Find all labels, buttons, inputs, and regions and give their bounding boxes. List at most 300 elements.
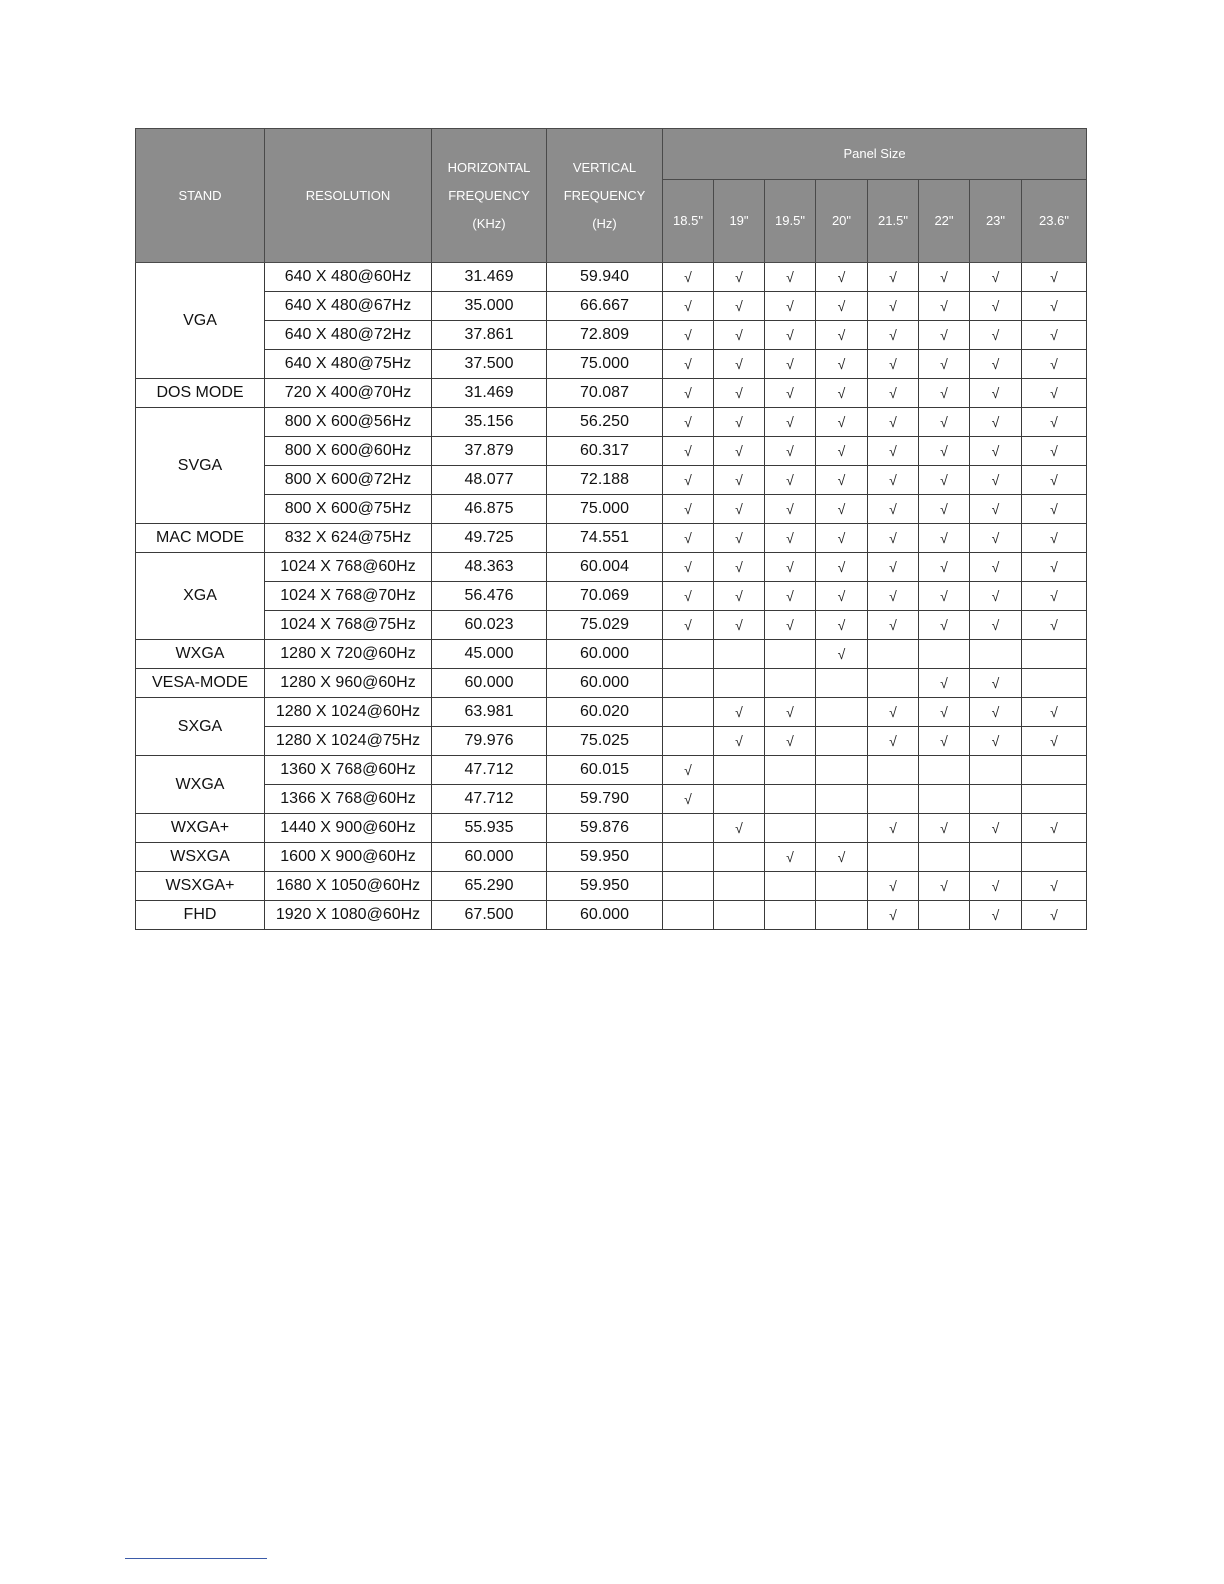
panel-support-cell (919, 756, 970, 785)
horizontal-frequency-cell: 31.469 (432, 263, 547, 292)
panel-support-cell (816, 524, 868, 553)
panel-support-cell (1022, 350, 1087, 379)
horizontal-frequency-cell: 35.000 (432, 292, 547, 321)
vertical-frequency-cell: 66.667 (547, 292, 663, 321)
vertical-frequency-cell: 59.940 (547, 263, 663, 292)
panel-support-cell (714, 640, 765, 669)
resolution-cell: 640 X 480@75Hz (265, 350, 432, 379)
check-mark-icon: √ (735, 443, 743, 459)
panel-support-cell (663, 785, 714, 814)
horizontal-frequency-cell: 37.879 (432, 437, 547, 466)
check-mark-icon: √ (786, 501, 794, 517)
check-mark-icon: √ (837, 559, 846, 575)
check-mark-icon: √ (940, 820, 948, 836)
vertical-frequency-cell: 74.551 (547, 524, 663, 553)
check-mark-icon: √ (684, 617, 692, 633)
panel-support-cell (765, 350, 816, 379)
panel-support-cell (1022, 698, 1087, 727)
panel-support-cell (714, 785, 765, 814)
check-mark-icon: √ (1050, 327, 1058, 343)
check-mark-icon: √ (1050, 443, 1058, 459)
panel-support-cell (970, 756, 1022, 785)
panel-support-cell (663, 843, 714, 872)
panel-support-cell (816, 495, 868, 524)
check-mark-icon: √ (786, 704, 794, 720)
check-mark-icon: √ (940, 704, 948, 720)
panel-support-cell (868, 495, 919, 524)
check-mark-icon: √ (1050, 559, 1058, 575)
panel-support-cell (1022, 669, 1087, 698)
check-mark-icon: √ (735, 385, 743, 401)
panel-support-cell (765, 437, 816, 466)
table-row (136, 843, 1087, 872)
check-mark-icon: √ (991, 443, 1000, 459)
panel-support-cell (1022, 263, 1087, 292)
table-row (136, 321, 1087, 350)
stand-cell: WXGA (136, 640, 265, 669)
header-horizontal-frequency (432, 129, 547, 263)
check-mark-icon: √ (889, 472, 897, 488)
table-row (136, 901, 1087, 930)
table-row (136, 553, 1087, 582)
check-mark-icon: √ (940, 472, 948, 488)
header-horizontal-line: FREQUENCY (448, 187, 530, 203)
resolution-cell: 1440 X 900@60Hz (265, 814, 432, 843)
vertical-frequency-cell: 70.087 (547, 379, 663, 408)
panel-support-cell (816, 408, 868, 437)
check-mark-icon: √ (684, 298, 692, 314)
vertical-frequency-cell: 60.004 (547, 553, 663, 582)
horizontal-frequency-cell: 45.000 (432, 640, 547, 669)
table-row (136, 698, 1087, 727)
check-mark-icon: √ (837, 472, 846, 488)
check-mark-icon: √ (786, 733, 794, 749)
header-vertical-line: FREQUENCY (563, 187, 646, 203)
panel-support-cell (816, 466, 868, 495)
panel-support-cell (714, 872, 765, 901)
check-mark-icon: √ (684, 327, 692, 343)
check-mark-icon: √ (940, 356, 948, 372)
check-mark-icon: √ (735, 588, 743, 604)
check-mark-icon: √ (786, 530, 794, 546)
panel-support-cell (816, 321, 868, 350)
resolution-cell: 800 X 600@72Hz (265, 466, 432, 495)
panel-support-cell (970, 321, 1022, 350)
check-mark-icon: √ (786, 559, 794, 575)
check-mark-icon: √ (991, 733, 1000, 749)
check-mark-icon: √ (684, 269, 692, 285)
check-mark-icon: √ (991, 907, 1000, 923)
panel-support-cell (868, 408, 919, 437)
resolution-cell: 1920 X 1080@60Hz (265, 901, 432, 930)
check-mark-icon: √ (991, 878, 1000, 894)
panel-support-cell (816, 582, 868, 611)
check-mark-icon: √ (940, 501, 948, 517)
check-mark-icon: √ (1050, 356, 1058, 372)
resolution-cell: 1366 X 768@60Hz (265, 785, 432, 814)
check-mark-icon: √ (684, 791, 692, 807)
check-mark-icon: √ (889, 443, 897, 459)
panel-support-cell (868, 292, 919, 321)
vertical-frequency-cell: 75.025 (547, 727, 663, 756)
check-mark-icon: √ (684, 559, 692, 575)
table-row (136, 263, 1087, 292)
panel-support-cell (868, 901, 919, 930)
panel-support-cell (970, 553, 1022, 582)
check-mark-icon: √ (786, 617, 794, 633)
panel-support-cell (663, 379, 714, 408)
panel-support-cell (663, 698, 714, 727)
panel-support-cell (714, 553, 765, 582)
panel-support-cell (970, 437, 1022, 466)
check-mark-icon: √ (735, 704, 743, 720)
check-mark-icon: √ (786, 443, 794, 459)
table-row (136, 727, 1087, 756)
panel-support-cell (1022, 408, 1087, 437)
panel-support-cell (663, 611, 714, 640)
header-size: 19.5" (765, 180, 816, 263)
table-row (136, 495, 1087, 524)
panel-support-cell (868, 843, 919, 872)
panel-support-cell (663, 437, 714, 466)
panel-support-cell (919, 582, 970, 611)
panel-support-cell (919, 669, 970, 698)
panel-support-cell (714, 350, 765, 379)
footnote-rule (125, 1558, 267, 1559)
panel-support-cell (868, 611, 919, 640)
table-row (136, 756, 1087, 785)
header-resolution: RESOLUTION (265, 129, 432, 263)
check-mark-icon: √ (1050, 269, 1058, 285)
horizontal-frequency-cell: 37.500 (432, 350, 547, 379)
panel-support-cell (919, 437, 970, 466)
check-mark-icon: √ (684, 356, 692, 372)
panel-support-cell (919, 872, 970, 901)
panel-support-cell (970, 872, 1022, 901)
panel-support-cell (1022, 843, 1087, 872)
table-row (136, 611, 1087, 640)
check-mark-icon: √ (991, 327, 1000, 343)
panel-support-cell (714, 437, 765, 466)
panel-support-cell (816, 350, 868, 379)
horizontal-frequency-cell: 37.861 (432, 321, 547, 350)
panel-support-cell (714, 466, 765, 495)
panel-support-cell (765, 292, 816, 321)
check-mark-icon: √ (940, 617, 948, 633)
vertical-frequency-cell: 72.809 (547, 321, 663, 350)
check-mark-icon: √ (735, 327, 743, 343)
resolution-cell: 640 X 480@67Hz (265, 292, 432, 321)
check-mark-icon: √ (837, 849, 846, 865)
resolution-cell: 800 X 600@56Hz (265, 408, 432, 437)
panel-support-cell (663, 872, 714, 901)
panel-support-cell (1022, 582, 1087, 611)
check-mark-icon: √ (735, 414, 743, 430)
check-mark-icon: √ (889, 878, 897, 894)
vertical-frequency-cell: 72.188 (547, 466, 663, 495)
check-mark-icon: √ (889, 559, 897, 575)
check-mark-icon: √ (889, 269, 897, 285)
vertical-frequency-cell: 60.000 (547, 669, 663, 698)
panel-support-cell (816, 611, 868, 640)
check-mark-icon: √ (837, 617, 846, 633)
stand-cell: FHD (136, 901, 265, 930)
panel-support-cell (765, 495, 816, 524)
panel-support-cell (970, 495, 1022, 524)
table-row (136, 582, 1087, 611)
resolution-cell: 800 X 600@75Hz (265, 495, 432, 524)
check-mark-icon: √ (786, 356, 794, 372)
panel-support-cell (663, 350, 714, 379)
resolution-cell: 1280 X 960@60Hz (265, 669, 432, 698)
panel-support-cell (919, 785, 970, 814)
check-mark-icon: √ (889, 298, 897, 314)
table-row (136, 379, 1087, 408)
panel-support-cell (765, 814, 816, 843)
panel-support-cell (868, 814, 919, 843)
check-mark-icon: √ (684, 530, 692, 546)
panel-support-cell (970, 611, 1022, 640)
panel-support-cell (663, 756, 714, 785)
panel-support-cell (816, 263, 868, 292)
horizontal-frequency-cell: 31.469 (432, 379, 547, 408)
header-vertical-frequency (547, 129, 663, 263)
table-header (136, 129, 1087, 263)
header-horizontal-line: (KHz) (472, 215, 506, 231)
panel-support-cell (663, 263, 714, 292)
check-mark-icon: √ (735, 530, 743, 546)
check-mark-icon: √ (735, 617, 743, 633)
check-mark-icon: √ (684, 501, 692, 517)
check-mark-icon: √ (889, 414, 897, 430)
stand-cell: VGA (136, 263, 265, 379)
panel-support-cell (765, 611, 816, 640)
panel-support-cell (1022, 466, 1087, 495)
check-mark-icon: √ (684, 762, 692, 778)
check-mark-icon: √ (786, 588, 794, 604)
panel-support-cell (970, 408, 1022, 437)
check-mark-icon: √ (991, 675, 1000, 691)
panel-support-cell (970, 524, 1022, 553)
vertical-frequency-cell: 59.950 (547, 872, 663, 901)
panel-support-cell (1022, 872, 1087, 901)
check-mark-icon: √ (940, 530, 948, 546)
check-mark-icon: √ (991, 704, 1000, 720)
check-mark-icon: √ (735, 472, 743, 488)
panel-support-cell (1022, 553, 1087, 582)
panel-support-cell (970, 640, 1022, 669)
panel-support-cell (714, 843, 765, 872)
resolution-cell: 1680 X 1050@60Hz (265, 872, 432, 901)
panel-support-cell (663, 814, 714, 843)
panel-support-cell (868, 524, 919, 553)
panel-support-cell (765, 524, 816, 553)
check-mark-icon: √ (991, 472, 1000, 488)
panel-support-cell (868, 669, 919, 698)
panel-support-cell (1022, 640, 1087, 669)
vertical-frequency-cell: 60.317 (547, 437, 663, 466)
horizontal-frequency-cell: 65.290 (432, 872, 547, 901)
check-mark-icon: √ (837, 530, 846, 546)
resolution-cell: 1360 X 768@60Hz (265, 756, 432, 785)
panel-support-cell (970, 727, 1022, 756)
panel-support-cell (970, 582, 1022, 611)
vertical-frequency-cell: 60.000 (547, 901, 663, 930)
check-mark-icon: √ (1050, 530, 1058, 546)
panel-support-cell (765, 466, 816, 495)
panel-support-cell (919, 553, 970, 582)
panel-support-cell (1022, 785, 1087, 814)
check-mark-icon: √ (684, 472, 692, 488)
panel-support-cell (714, 669, 765, 698)
table-row (136, 669, 1087, 698)
check-mark-icon: √ (735, 559, 743, 575)
check-mark-icon: √ (991, 385, 1000, 401)
check-mark-icon: √ (1050, 820, 1058, 836)
check-mark-icon: √ (991, 269, 1000, 285)
check-mark-icon: √ (991, 617, 1000, 633)
panel-support-cell (868, 727, 919, 756)
check-mark-icon: √ (1050, 704, 1058, 720)
header-stand: STAND (136, 129, 265, 263)
panel-support-cell (765, 321, 816, 350)
resolution-cell: 1600 X 900@60Hz (265, 843, 432, 872)
panel-support-cell (663, 408, 714, 437)
resolution-cell: 640 X 480@60Hz (265, 263, 432, 292)
check-mark-icon: √ (940, 414, 948, 430)
table-row (136, 785, 1087, 814)
panel-support-cell (816, 814, 868, 843)
panel-support-cell (868, 437, 919, 466)
panel-support-cell (919, 263, 970, 292)
check-mark-icon: √ (837, 501, 846, 517)
panel-support-cell (714, 495, 765, 524)
horizontal-frequency-cell: 60.000 (432, 843, 547, 872)
check-mark-icon: √ (991, 588, 1000, 604)
panel-support-cell (765, 756, 816, 785)
panel-support-cell (714, 408, 765, 437)
check-mark-icon: √ (889, 501, 897, 517)
check-mark-icon: √ (889, 385, 897, 401)
panel-support-cell (663, 640, 714, 669)
header-size: 19" (714, 180, 765, 263)
check-mark-icon: √ (1050, 733, 1058, 749)
panel-support-cell (919, 379, 970, 408)
check-mark-icon: √ (786, 327, 794, 343)
horizontal-frequency-cell: 60.000 (432, 669, 547, 698)
panel-support-cell (663, 321, 714, 350)
panel-support-cell (868, 379, 919, 408)
timing-table (135, 128, 1087, 930)
check-mark-icon: √ (1050, 472, 1058, 488)
check-mark-icon: √ (940, 385, 948, 401)
panel-support-cell (970, 843, 1022, 872)
check-mark-icon: √ (940, 327, 948, 343)
header-horizontal-line: HORIZONTAL (447, 159, 531, 175)
check-mark-icon: √ (889, 907, 897, 923)
horizontal-frequency-cell: 56.476 (432, 582, 547, 611)
horizontal-frequency-cell: 47.712 (432, 756, 547, 785)
check-mark-icon: √ (786, 298, 794, 314)
stand-cell: WSXGA (136, 843, 265, 872)
panel-support-cell (1022, 756, 1087, 785)
panel-support-cell (714, 321, 765, 350)
check-mark-icon: √ (837, 443, 846, 459)
check-mark-icon: √ (786, 472, 794, 488)
vertical-frequency-cell: 75.000 (547, 495, 663, 524)
panel-support-cell (868, 640, 919, 669)
panel-support-cell (919, 495, 970, 524)
resolution-cell: 1024 X 768@60Hz (265, 553, 432, 582)
header-panel-size: Panel Size (663, 129, 1087, 180)
panel-support-cell (868, 582, 919, 611)
panel-support-cell (816, 727, 868, 756)
check-mark-icon: √ (684, 443, 692, 459)
vertical-frequency-cell: 56.250 (547, 408, 663, 437)
check-mark-icon: √ (837, 646, 846, 662)
check-mark-icon: √ (735, 269, 743, 285)
vertical-frequency-cell: 70.069 (547, 582, 663, 611)
check-mark-icon: √ (837, 356, 846, 372)
panel-support-cell (919, 901, 970, 930)
resolution-cell: 800 X 600@60Hz (265, 437, 432, 466)
resolution-cell: 1024 X 768@75Hz (265, 611, 432, 640)
panel-support-cell (919, 727, 970, 756)
vertical-frequency-cell: 60.015 (547, 756, 663, 785)
check-mark-icon: √ (991, 356, 1000, 372)
stand-cell: MAC MODE (136, 524, 265, 553)
panel-support-cell (919, 698, 970, 727)
check-mark-icon: √ (991, 414, 1000, 430)
table-row (136, 408, 1087, 437)
horizontal-frequency-cell: 46.875 (432, 495, 547, 524)
panel-support-cell (714, 379, 765, 408)
panel-support-cell (1022, 611, 1087, 640)
check-mark-icon: √ (1050, 501, 1058, 517)
check-mark-icon: √ (786, 269, 794, 285)
panel-support-cell (714, 756, 765, 785)
check-mark-icon: √ (786, 849, 794, 865)
check-mark-icon: √ (837, 414, 846, 430)
header-size: 23" (970, 180, 1022, 263)
panel-support-cell (765, 698, 816, 727)
check-mark-icon: √ (1050, 414, 1058, 430)
horizontal-frequency-cell: 79.976 (432, 727, 547, 756)
panel-support-cell (765, 785, 816, 814)
check-mark-icon: √ (735, 733, 743, 749)
panel-support-cell (919, 524, 970, 553)
panel-support-cell (714, 292, 765, 321)
stand-cell: VESA-MODE (136, 669, 265, 698)
stand-cell: DOS MODE (136, 379, 265, 408)
panel-support-cell (765, 640, 816, 669)
check-mark-icon: √ (940, 559, 948, 575)
panel-support-cell (919, 640, 970, 669)
panel-support-cell (970, 466, 1022, 495)
vertical-frequency-cell: 59.876 (547, 814, 663, 843)
panel-support-cell (816, 437, 868, 466)
horizontal-frequency-cell: 48.363 (432, 553, 547, 582)
check-mark-icon: √ (786, 414, 794, 430)
panel-support-cell (868, 553, 919, 582)
check-mark-icon: √ (991, 501, 1000, 517)
header-vertical-line: (Hz) (592, 215, 617, 231)
panel-support-cell (919, 408, 970, 437)
panel-support-cell (919, 814, 970, 843)
panel-support-cell (663, 553, 714, 582)
panel-support-cell (970, 263, 1022, 292)
panel-support-cell (919, 350, 970, 379)
